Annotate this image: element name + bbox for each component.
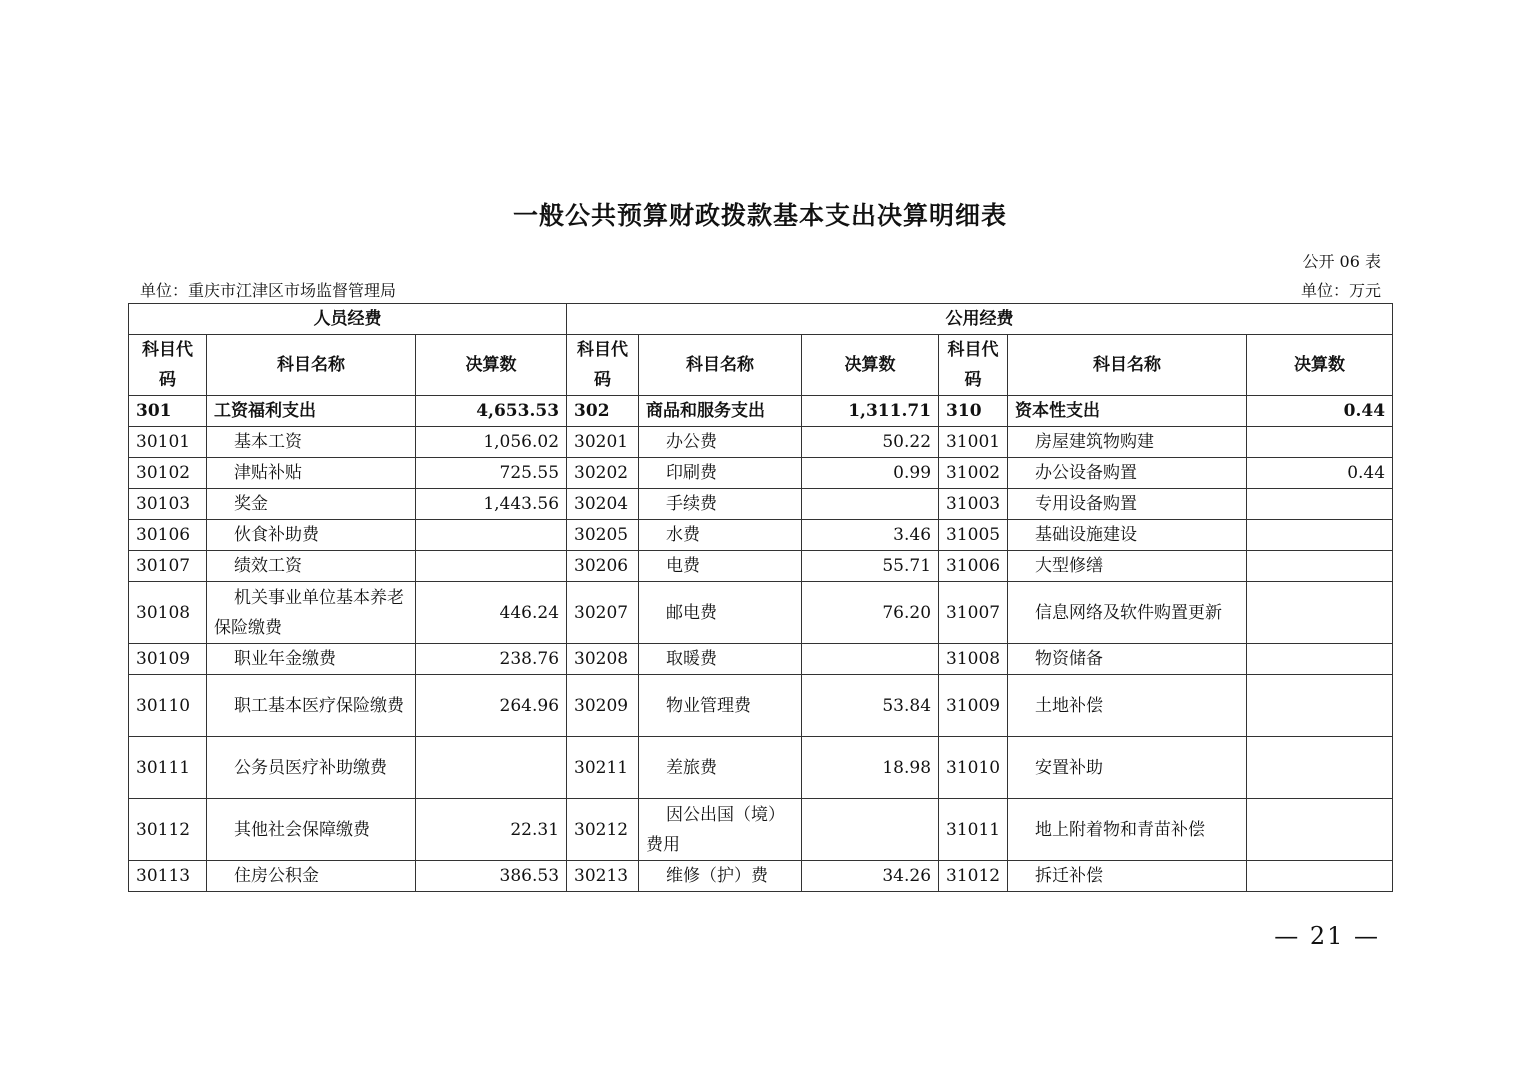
item-amount bbox=[1247, 582, 1393, 644]
item-code: 310 bbox=[939, 396, 1008, 427]
item-amount: 0.44 bbox=[1247, 396, 1393, 427]
item-code: 30201 bbox=[567, 427, 639, 458]
item-amount: 238.76 bbox=[416, 644, 567, 675]
item-name: 房屋建筑物购建 bbox=[1008, 427, 1247, 458]
item-amount bbox=[416, 520, 567, 551]
item-name: 专用设备购置 bbox=[1008, 489, 1247, 520]
item-amount bbox=[1247, 737, 1393, 799]
item-amount bbox=[1247, 799, 1393, 861]
item-code: 31010 bbox=[939, 737, 1008, 799]
item-amount bbox=[1247, 427, 1393, 458]
header-name: 科目名称 bbox=[1008, 335, 1247, 396]
item-name: 职业年金缴费 bbox=[207, 644, 416, 675]
header-name: 科目名称 bbox=[639, 335, 802, 396]
item-code: 30213 bbox=[567, 861, 639, 892]
item-name: 手续费 bbox=[639, 489, 802, 520]
item-amount bbox=[1247, 675, 1393, 737]
item-amount: 18.98 bbox=[802, 737, 939, 799]
item-code: 30205 bbox=[567, 520, 639, 551]
item-amount: 725.55 bbox=[416, 458, 567, 489]
item-amount bbox=[1247, 644, 1393, 675]
item-name: 地上附着物和青苗补偿 bbox=[1008, 799, 1247, 861]
item-name: 办公设备购置 bbox=[1008, 458, 1247, 489]
item-code: 30207 bbox=[567, 582, 639, 644]
item-code: 31002 bbox=[939, 458, 1008, 489]
item-name: 印刷费 bbox=[639, 458, 802, 489]
item-code: 31008 bbox=[939, 644, 1008, 675]
item-code: 30211 bbox=[567, 737, 639, 799]
item-name: 信息网络及软件购置更新 bbox=[1008, 582, 1247, 644]
item-code: 30109 bbox=[129, 644, 207, 675]
item-amount: 3.46 bbox=[802, 520, 939, 551]
item-amount: 0.44 bbox=[1247, 458, 1393, 489]
item-amount: 4,653.53 bbox=[416, 396, 567, 427]
item-code: 30106 bbox=[129, 520, 207, 551]
item-name: 大型修缮 bbox=[1008, 551, 1247, 582]
item-name: 住房公积金 bbox=[207, 861, 416, 892]
table-row bbox=[129, 861, 1393, 892]
item-name: 差旅费 bbox=[639, 737, 802, 799]
item-amount: 264.96 bbox=[416, 675, 567, 737]
currency-unit: 单位：万元 bbox=[1300, 281, 1381, 300]
item-code: 302 bbox=[567, 396, 639, 427]
item-amount: 1,056.02 bbox=[416, 427, 567, 458]
table-row bbox=[129, 644, 1393, 675]
item-amount: 76.20 bbox=[802, 582, 939, 644]
header-code: 科目代码 bbox=[129, 335, 207, 396]
item-code: 30202 bbox=[567, 458, 639, 489]
item-name: 基础设施建设 bbox=[1008, 520, 1247, 551]
item-code: 31005 bbox=[939, 520, 1008, 551]
item-name: 土地补偿 bbox=[1008, 675, 1247, 737]
item-amount: 386.53 bbox=[416, 861, 567, 892]
header-code: 科目代码 bbox=[939, 335, 1008, 396]
item-code: 31009 bbox=[939, 675, 1008, 737]
item-amount bbox=[802, 799, 939, 861]
table-row bbox=[129, 551, 1393, 582]
item-code: 30209 bbox=[567, 675, 639, 737]
item-name: 绩效工资 bbox=[207, 551, 416, 582]
table-row bbox=[129, 582, 1393, 644]
table-row bbox=[129, 799, 1393, 861]
reporting-unit: 单位：重庆市江津区市场监督管理局 bbox=[140, 281, 397, 300]
table-row bbox=[129, 427, 1393, 458]
header-amount: 决算数 bbox=[416, 335, 567, 396]
item-name: 邮电费 bbox=[639, 582, 802, 644]
table-row bbox=[129, 675, 1393, 737]
item-name: 资本性支出 bbox=[1008, 396, 1247, 427]
item-name: 职工基本医疗保险缴费 bbox=[207, 675, 416, 737]
item-amount: 1,311.71 bbox=[802, 396, 939, 427]
item-amount bbox=[1247, 551, 1393, 582]
item-name: 因公出国（境）费用 bbox=[639, 799, 802, 861]
item-code: 31007 bbox=[939, 582, 1008, 644]
item-amount: 53.84 bbox=[802, 675, 939, 737]
item-amount bbox=[1247, 861, 1393, 892]
item-code: 31006 bbox=[939, 551, 1008, 582]
form-number: 公开 06 表 bbox=[1302, 252, 1381, 271]
item-code: 31003 bbox=[939, 489, 1008, 520]
item-name: 津贴补贴 bbox=[207, 458, 416, 489]
item-name: 物业管理费 bbox=[639, 675, 802, 737]
group-header-row bbox=[129, 304, 1393, 335]
item-code: 31001 bbox=[939, 427, 1008, 458]
item-amount bbox=[416, 551, 567, 582]
table-row bbox=[129, 520, 1393, 551]
item-amount bbox=[802, 644, 939, 675]
item-name: 安置补助 bbox=[1008, 737, 1247, 799]
group-public: 公用经费 bbox=[567, 304, 1393, 335]
table-row bbox=[129, 458, 1393, 489]
table-row bbox=[129, 737, 1393, 799]
item-name: 商品和服务支出 bbox=[639, 396, 802, 427]
item-amount bbox=[1247, 520, 1393, 551]
item-amount: 0.99 bbox=[802, 458, 939, 489]
item-code: 30102 bbox=[129, 458, 207, 489]
item-name: 维修（护）费 bbox=[639, 861, 802, 892]
summary-row bbox=[129, 396, 1393, 427]
item-amount: 1,443.56 bbox=[416, 489, 567, 520]
item-amount: 34.26 bbox=[802, 861, 939, 892]
item-amount bbox=[802, 489, 939, 520]
item-code: 30204 bbox=[567, 489, 639, 520]
item-code: 30113 bbox=[129, 861, 207, 892]
item-amount bbox=[416, 737, 567, 799]
item-code: 31011 bbox=[939, 799, 1008, 861]
item-name: 办公费 bbox=[639, 427, 802, 458]
item-code: 30212 bbox=[567, 799, 639, 861]
group-personnel: 人员经费 bbox=[129, 304, 567, 335]
item-name: 奖金 bbox=[207, 489, 416, 520]
item-code: 30110 bbox=[129, 675, 207, 737]
item-amount: 50.22 bbox=[802, 427, 939, 458]
item-code: 30101 bbox=[129, 427, 207, 458]
item-code: 30206 bbox=[567, 551, 639, 582]
item-code: 31012 bbox=[939, 861, 1008, 892]
item-name: 取暖费 bbox=[639, 644, 802, 675]
item-name: 伙食补助费 bbox=[207, 520, 416, 551]
item-code: 30208 bbox=[567, 644, 639, 675]
item-amount: 22.31 bbox=[416, 799, 567, 861]
page-number: — 21 — bbox=[1274, 922, 1380, 950]
table-row bbox=[129, 489, 1393, 520]
item-name: 工资福利支出 bbox=[207, 396, 416, 427]
item-amount: 446.24 bbox=[416, 582, 567, 644]
header-amount: 决算数 bbox=[1247, 335, 1393, 396]
item-name: 其他社会保障缴费 bbox=[207, 799, 416, 861]
header-name: 科目名称 bbox=[207, 335, 416, 396]
header-amount: 决算数 bbox=[802, 335, 939, 396]
item-name: 物资储备 bbox=[1008, 644, 1247, 675]
item-code: 30112 bbox=[129, 799, 207, 861]
item-code: 30111 bbox=[129, 737, 207, 799]
item-amount bbox=[1247, 489, 1393, 520]
item-amount: 55.71 bbox=[802, 551, 939, 582]
item-name: 拆迁补偿 bbox=[1008, 861, 1247, 892]
item-name: 基本工资 bbox=[207, 427, 416, 458]
page-title: 一般公共预算财政拨款基本支出决算明细表 bbox=[512, 201, 1007, 230]
item-name: 公务员医疗补助缴费 bbox=[207, 737, 416, 799]
item-code: 30103 bbox=[129, 489, 207, 520]
item-name: 机关事业单位基本养老保险缴费 bbox=[207, 582, 416, 644]
expenditure-detail-table bbox=[128, 303, 1393, 892]
column-header-row bbox=[129, 335, 1393, 396]
item-name: 水费 bbox=[639, 520, 802, 551]
item-name: 电费 bbox=[639, 551, 802, 582]
item-code: 30107 bbox=[129, 551, 207, 582]
item-code: 30108 bbox=[129, 582, 207, 644]
header-code: 科目代码 bbox=[567, 335, 639, 396]
item-code: 301 bbox=[129, 396, 207, 427]
